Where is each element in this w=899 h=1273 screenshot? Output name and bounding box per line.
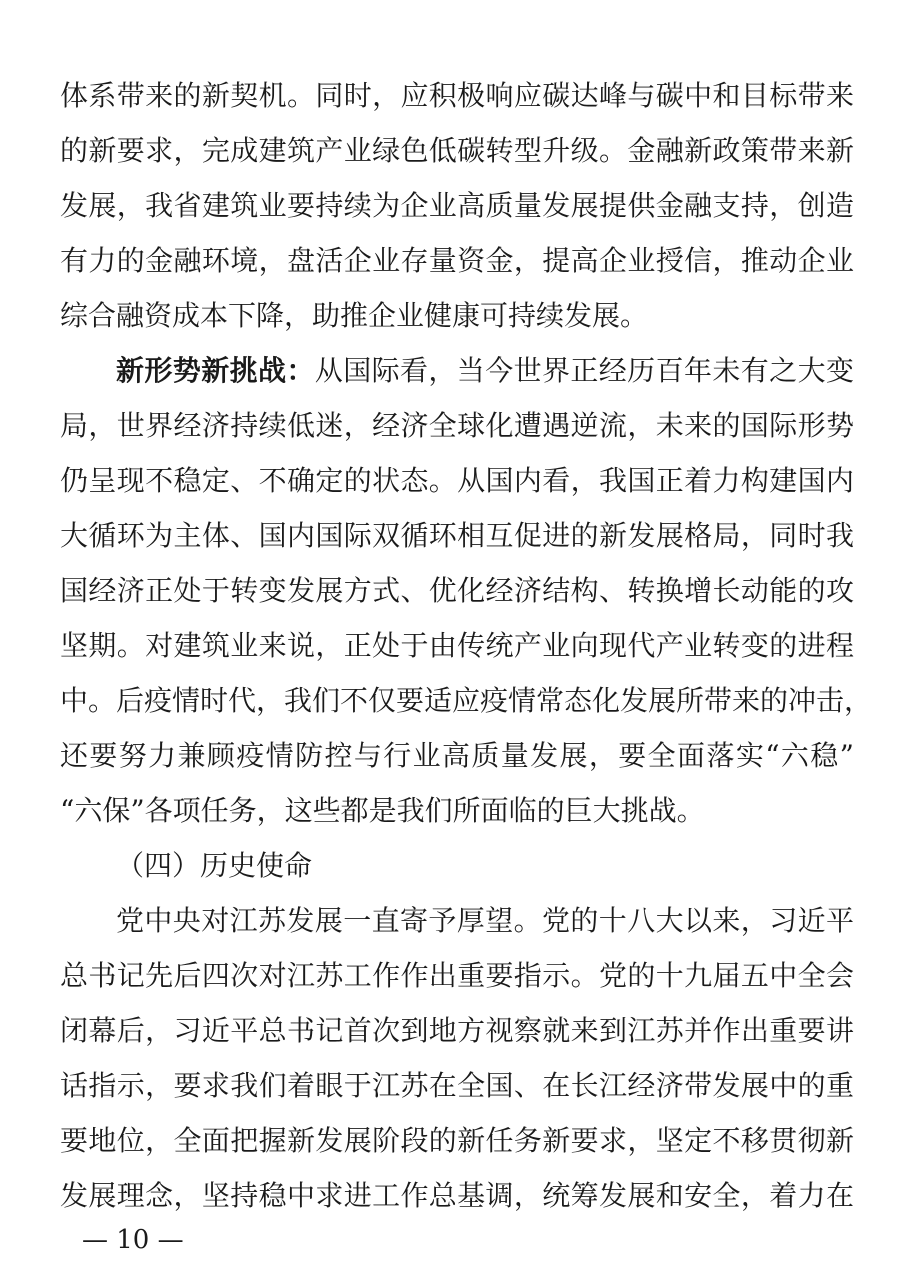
page-number: — 10 —: [82, 1225, 184, 1255]
text-line-content: 从国际看，当今世界正经历百年未有之大变: [314, 354, 854, 387]
text-line: 话指示，要求我们着眼于江苏在全国、在长江经济带发展中的重: [60, 1069, 854, 1102]
text-line: 综合融资成本下降，助推企业健康可持续发展。: [60, 299, 649, 332]
text-line: 要地位，全面把握新发展阶段的新任务新要求，坚定不移贯彻新: [60, 1124, 854, 1157]
text-line: 中。后疫情时代，我们不仅要适应疫情常态化发展所带来的冲击，: [60, 684, 873, 717]
text-line: 坚期。对建筑业来说，正处于由传统产业向现代产业转变的进程: [60, 629, 854, 662]
text-line: 总书记先后四次对江苏工作作出重要指示。党的十九届五中全会: [60, 959, 854, 992]
text-line: 还要努力兼顾疫情防控与行业高质量发展，要全面落实“六稳”: [60, 739, 854, 772]
text-line: 发展，我省建筑业要持续为企业高质量发展提供金融支持，创造: [60, 189, 854, 222]
text-line: “六保”各项任务，这些都是我们所面临的巨大挑战。: [60, 794, 705, 827]
text-line: 闭幕后，习近平总书记首次到地方视察就来到江苏并作出重要讲: [60, 1014, 854, 1047]
text-line: 的新要求，完成建筑产业绿色低碳转型升级。金融新政策带来新: [60, 134, 854, 167]
text-line: 有力的金融环境，盘活企业存量资金，提高企业授信，推动企业: [60, 244, 854, 277]
text-line: 仍呈现不稳定、不确定的状态。从国内看，我国正着力构建国内: [60, 464, 854, 497]
text-line: 局，世界经济持续低迷，经济全球化遭遇逆流，未来的国际形势: [60, 409, 854, 442]
text-line: [116, 347, 854, 395]
text-line: 国经济正处于转变发展方式、优化经济结构、转换增长动能的攻: [60, 574, 854, 607]
section-lead-bold: 新形势新挑战：: [116, 354, 315, 387]
text-line: 大循环为主体、国内国际双循环相互促进的新发展格局，同时我: [60, 519, 854, 552]
section-heading: （四）历史使命: [116, 849, 313, 882]
text-line: 体系带来的新契机。同时，应积极响应碳达峰与碳中和目标带来: [60, 79, 854, 112]
text-line: 发展理念，坚持稳中求进工作总基调，统筹发展和安全，着力在: [60, 1179, 854, 1212]
text-line: 党中央对江苏发展一直寄予厚望。党的十八大以来，习近平: [116, 904, 854, 937]
